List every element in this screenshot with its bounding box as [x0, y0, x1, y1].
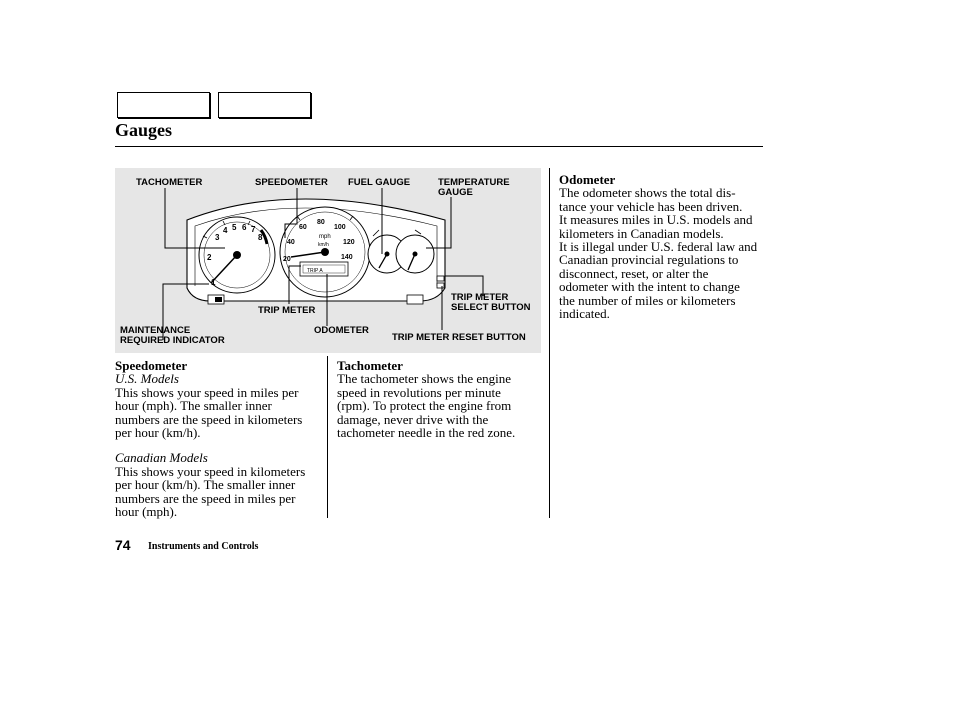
title-rule: [115, 146, 763, 147]
kmh-label: km/h: [318, 242, 329, 248]
mph-label: mph: [319, 234, 331, 240]
body-line: This shows your speed in miles per: [115, 384, 299, 400]
page-title: Gauges: [115, 120, 173, 140]
body-line: per hour (km/h). The smaller inner: [115, 477, 296, 493]
column-divider: [327, 356, 328, 518]
speed-number: 140: [341, 254, 353, 261]
body-line: (rpm). To protect the engine from: [337, 398, 512, 414]
speedometer-heading: Speedometer: [115, 358, 188, 373]
tach-number: 2: [207, 253, 212, 262]
trip-reset-callout: TRIP METER RESET BUTTON: [392, 332, 526, 343]
cruise-indicator: [407, 295, 423, 304]
body-line: kilometers in Canadian models.: [559, 225, 724, 241]
body-line: numbers are the speed in kilometers: [115, 411, 303, 427]
tach-number: 6: [242, 223, 247, 232]
odometer-callout: ODOMETER: [314, 325, 369, 336]
body-line: The tachometer shows the engine: [337, 371, 511, 387]
header-tab-2: [218, 92, 311, 118]
callout-line: GAUGE: [438, 187, 473, 198]
trip-meter-select-button: [437, 276, 444, 281]
tachometer-section: [337, 359, 547, 439]
body-line: Canadian provincial regulations to: [559, 252, 739, 268]
body-line: The odometer shows the total dis-: [559, 185, 736, 201]
body-line: tance your vehicle has been driven.: [559, 198, 743, 214]
page-number: 74: [115, 537, 131, 553]
tach-number: 3: [215, 233, 220, 242]
body-line: tachometer needle in the red zone.: [337, 425, 516, 441]
trip-display-text: TRIP A: [307, 268, 323, 274]
callout-line: MAINTENANCE: [120, 325, 191, 336]
odometer-section: [559, 173, 769, 320]
speed-number: 20: [283, 256, 291, 263]
canadian-models-label: Canadian Models: [115, 450, 208, 466]
callout-line: REQUIRED INDICATOR: [120, 335, 225, 346]
column-divider: [549, 168, 550, 518]
speed-number: 40: [287, 239, 295, 246]
body-line: odometer with the intent to change: [559, 279, 740, 295]
callout-line: TRIP METER: [451, 292, 509, 303]
body-line: It measures miles in U.S. models and: [559, 212, 753, 228]
maintenance-indicator-callout: [120, 326, 225, 346]
tachometer-callout: TACHOMETER: [136, 177, 203, 188]
body-line: damage, never drive with the: [337, 411, 489, 427]
speed-number: 100: [334, 224, 346, 231]
temperature-gauge-callout: [438, 178, 510, 198]
trip-select-callout: [451, 293, 531, 313]
body-line: per hour (km/h).: [115, 425, 201, 441]
body-line: hour (mph).: [115, 504, 178, 520]
callout-line: SELECT BUTTON: [451, 302, 531, 313]
body-line: numbers are the speed in miles per: [115, 490, 296, 506]
body-line: speed in revolutions per minute: [337, 384, 501, 400]
body-line: the number of miles or kilometers: [559, 292, 736, 308]
body-line: This shows your speed in kilometers: [115, 463, 306, 479]
us-models-label: U.S. Models: [115, 371, 179, 387]
instrument-panel-figure: [115, 168, 541, 353]
header-tab-1: [117, 92, 210, 118]
fuel-gauge-callout: FUEL GAUGE: [348, 177, 411, 188]
tach-number: 1: [211, 278, 216, 287]
speed-number: 60: [299, 224, 307, 231]
tach-number: 4: [223, 226, 228, 235]
section-name: Instruments and Controls: [148, 541, 259, 552]
body-line: indicated.: [559, 306, 610, 322]
speed-number: 120: [343, 239, 355, 246]
callout-line: TEMPERATURE: [438, 177, 510, 188]
trip-meter-callout: TRIP METER: [258, 305, 316, 316]
tachometer-heading: Tachometer: [337, 358, 403, 373]
speedometer-section: [115, 359, 325, 518]
tach-number: 5: [232, 223, 237, 232]
tach-number: 7: [251, 225, 256, 234]
body-line: disconnect, reset, or alter the: [559, 265, 709, 281]
speedometer-callout: SPEEDOMETER: [255, 177, 328, 188]
odometer-heading: Odometer: [559, 172, 616, 187]
tach-number: 8: [258, 233, 263, 242]
body-line: hour (mph). The smaller inner: [115, 398, 272, 414]
speed-number: 80: [317, 219, 325, 226]
body-line: It is illegal under U.S. federal law and: [559, 239, 758, 255]
trip-meter-reset-button: [437, 283, 444, 288]
